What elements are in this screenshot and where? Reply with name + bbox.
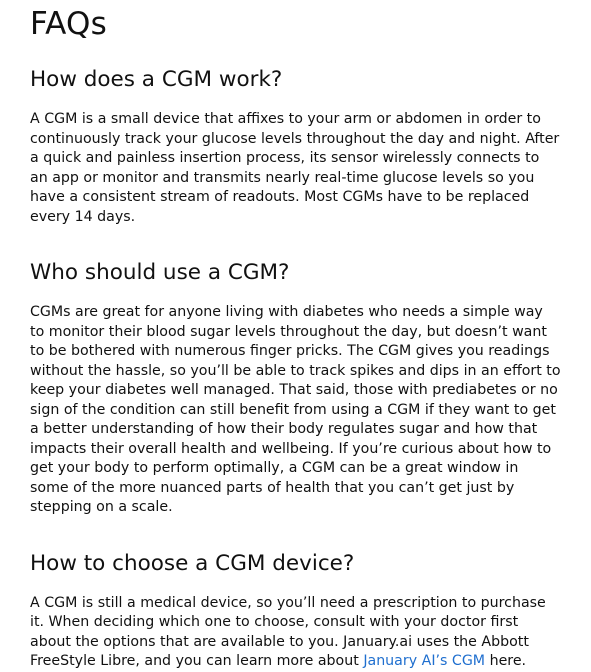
page-title: FAQs [30,6,107,42]
january-ai-cgm-link[interactable]: January AI’s CGM [363,653,486,669]
faq-question: How to choose a CGM device? [30,550,355,576]
faq-item-who-should-use [30,260,561,518]
faq-question: How does a CGM work? [30,67,283,92]
faq-answer-text: A CGM is still a medical device, so you’ll need a prescription to purchase it. When deciding which one to choose, consult with your doctor first about the options that are available to you. January.ai uses the Abbott FreeStyle Libre, and you can learn more about [30,594,546,669]
faq-question: Who should use a CGM? [30,260,290,285]
faq-answer-text-end: here. [485,653,527,669]
faq-item-how-cgm-works [30,67,561,227]
faq-answer: CGMs are great for anyone living with diabetes who needs a simple way to monitor their blood sugar levels throughout the day, but doesn’t want to be bothered with numerous finger pricks. The CGM gives you readings without the hassle, so you’ll be able to track spikes and dips in an effort to keep your diabetes well managed. That said, those with prediabetes or no sign of the condition can still benefit from using a CGM if they want to get a better understanding of how their body regulates sugar and how that impacts their overall health and wellbeing. If you’re curious about how to get your body to perform optimally, a CGM can be a great window in some of the more nuanced parts of health that you can’t get just by stepping on a scale. [30,304,561,515]
faq-item-how-to-choose [30,551,561,672]
faq-answer: A CGM is a small device that affixes to your arm or abdomen in order to continuously track your glucose levels throughout the day and night. After a quick and painless insertion process, its sensor wirelessly connects to an app or monitor and transmits nearly real-time glucose levels so you have a consistent stream of readouts. Most CGMs have to be replaced every 14 days. [30,111,560,225]
faq-answer [30,594,561,672]
